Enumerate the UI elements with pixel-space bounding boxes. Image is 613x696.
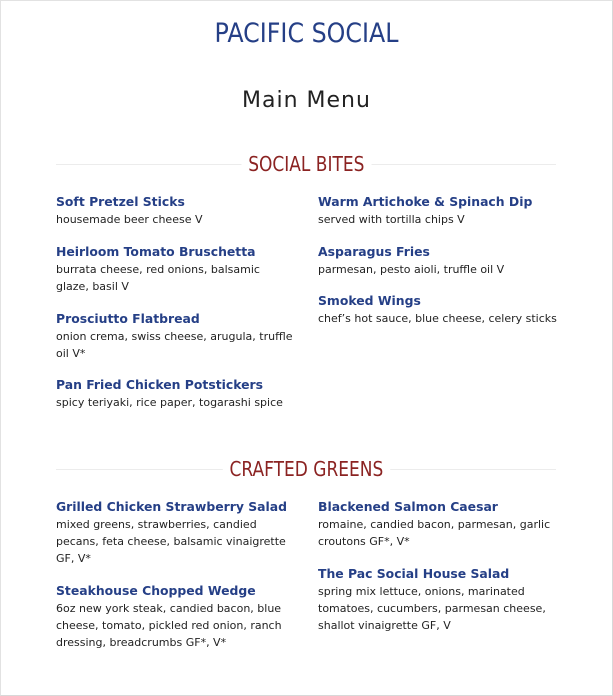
menu-item-name: Warm Artichoke & Spinach Dip <box>318 194 533 209</box>
menu-item-name: Grilled Chicken Strawberry Salad <box>56 499 287 514</box>
menu-item-description: parmesan, pesto aioli, truffle oil V <box>318 263 505 276</box>
menu-item <box>318 293 568 327</box>
menu-item <box>318 244 563 278</box>
menu-item <box>56 311 296 362</box>
menu-item-description: burrata cheese, red onions, balsamic glaze, basil V <box>56 263 260 293</box>
menu-item-name: Soft Pretzel Sticks <box>56 194 185 209</box>
menu-item-description: mixed greens, strawberries, candied pecans, feta cheese, balsamic vinaigrette GF, V* <box>56 518 286 565</box>
menu-item-description: chef’s hot sauce, blue cheese, celery sticks <box>318 312 557 325</box>
menu-item-name: Asparagus Fries <box>318 244 430 259</box>
menu-item-description: spicy teriyaki, rice paper, togarashi spice <box>56 396 283 409</box>
restaurant-logo: PACIFIC SOCIAL <box>214 18 399 49</box>
section-header-social-bites <box>56 151 556 177</box>
menu-item <box>56 583 296 651</box>
menu-item <box>56 194 296 228</box>
menu-item-name: Pan Fried Chicken Potstickers <box>56 377 264 392</box>
menu-item <box>318 499 563 550</box>
menu-item <box>56 244 296 295</box>
menu-item-description: spring mix lettuce, onions, marinated tomatoes, cucumbers, parmesan cheese, shallot vinaigrette GF, V <box>318 585 546 632</box>
menu-item-name: Blackened Salmon Caesar <box>318 499 498 514</box>
menu-item-description: romaine, candied bacon, parmesan, garlic croutons GF*, V* <box>318 518 551 548</box>
menu-item-name: Smoked Wings <box>318 293 421 308</box>
menu-item <box>56 499 296 567</box>
menu-item <box>318 566 563 634</box>
menu-item-name: Prosciutto Flatbread <box>56 311 200 326</box>
section-title: SOCIAL BITES <box>241 151 371 177</box>
menu-item-description: 6oz new york steak, candied bacon, blue cheese, tomato, pickled red onion, ranch dressing, breadcrumbs GF*, V* <box>56 602 282 649</box>
menu-item-description: onion crema, swiss cheese, arugula, truffle oil V* <box>56 330 293 360</box>
menu-item <box>56 377 296 411</box>
section-header-crafted-greens <box>56 456 556 482</box>
menu-item-name: Steakhouse Chopped Wedge <box>56 583 256 598</box>
menu-item-name: The Pac Social House Salad <box>318 566 510 581</box>
page-title: Main Menu <box>242 88 371 113</box>
menu-item-description: housemade beer cheese V <box>56 213 203 226</box>
menu-item-description: served with tortilla chips V <box>318 213 465 226</box>
section-title: CRAFTED GREENS <box>222 456 389 482</box>
menu-item-name: Heirloom Tomato Bruschetta <box>56 244 256 259</box>
menu-item <box>318 194 563 228</box>
